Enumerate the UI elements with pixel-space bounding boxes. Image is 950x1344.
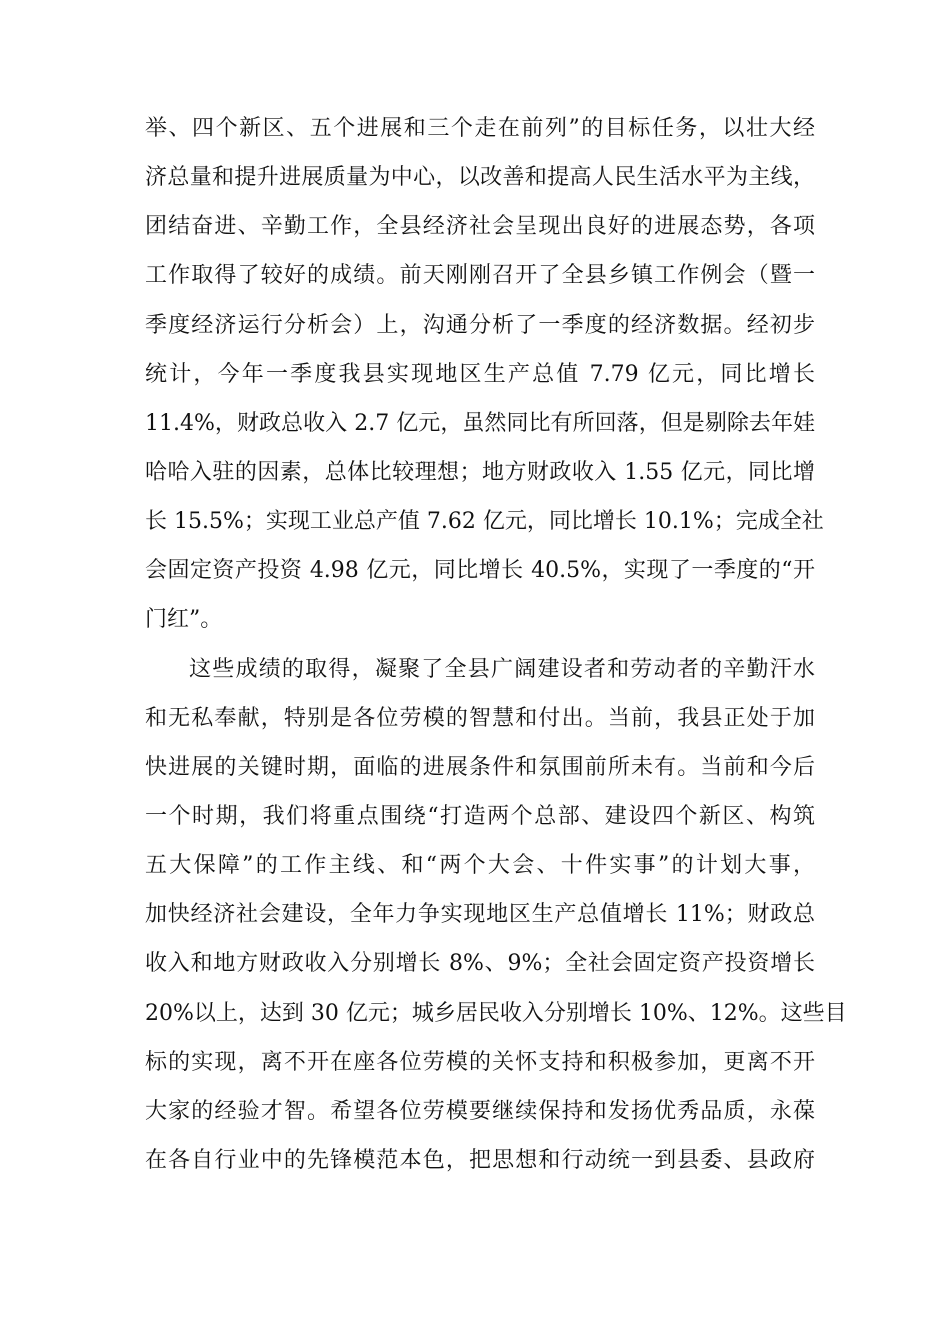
text-line: 20%以上，达到 30 亿元；城乡居民收入分别增长 10%、12%。这些目 — [145, 1000, 847, 1026]
text-line: 季度经济运行分析会）上，沟通分析了一季度的经济数据。经初步 — [145, 312, 815, 338]
text-line: 快进展的关键时期，面临的进展条件和氛围前所未有。当前和今后 — [145, 754, 815, 780]
text-line: 五大保障”的工作主线、和“两个大会、十件实事”的计划大事， — [145, 853, 815, 879]
text-line: 长 15.5%；实现工业总产值 7.62 亿元，同比增长 10.1%；完成全社 — [145, 509, 824, 535]
text-line: 会固定资产投资 4.98 亿元，同比增长 40.5%，实现了一季度的“开 — [145, 558, 815, 584]
text-line: 标的实现，离不开在座各位劳模的关怀支持和积极参加，更离不开 — [145, 1049, 815, 1075]
text-line: 收入和地方财政收入分别增长 8%、9%；全社会固定资产投资增长 — [145, 951, 815, 977]
document-body — [145, 104, 847, 1185]
text-line: 门红”。 — [145, 607, 223, 633]
text-line: 统计，今年一季度我县实现地区生产总值 7.79 亿元，同比增长 — [145, 361, 815, 387]
text-line: 在各自行业中的先锋模范本色，把思想和行动统一到县委、县政府 — [145, 1147, 815, 1173]
text-line: 一个时期，我们将重点围绕“打造两个总部、建设四个新区、构筑 — [145, 803, 815, 829]
text-line: 举、四个新区、五个进展和三个走在前列”的目标任务，以壮大经 — [145, 116, 815, 141]
paragraph-2 — [145, 645, 847, 1186]
text-line: 加快经济社会建设，全年力争实现地区生产总值增长 11%；财政总 — [145, 902, 815, 928]
paragraph-1 — [145, 104, 824, 645]
text-line: 和无私奉献，特别是各位劳模的智慧和付出。当前，我县正处于加 — [145, 705, 815, 731]
text-line: 这些成绩的取得，凝聚了全县广阔建设者和劳动者的辛勤汗水 — [189, 656, 815, 682]
text-line: 大家的经验才智。希望各位劳模要继续保持和发扬优秀品质，永葆 — [145, 1098, 815, 1124]
text-line: 工作取得了较好的成绩。前天刚刚召开了全县乡镇工作例会（暨一 — [145, 263, 815, 289]
text-line: 济总量和提升进展质量为中心，以改善和提高人民生活水平为主线， — [145, 165, 815, 191]
text-line: 11.4%，财政总收入 2.7 亿元，虽然同比有所回落，但是剔除去年娃 — [145, 410, 815, 436]
text-line: 哈哈入驻的因素，总体比较理想；地方财政收入 1.55 亿元，同比增 — [145, 459, 815, 485]
text-line: 团结奋进、辛勤工作，全县经济社会呈现出良好的进展态势，各项 — [145, 214, 815, 240]
